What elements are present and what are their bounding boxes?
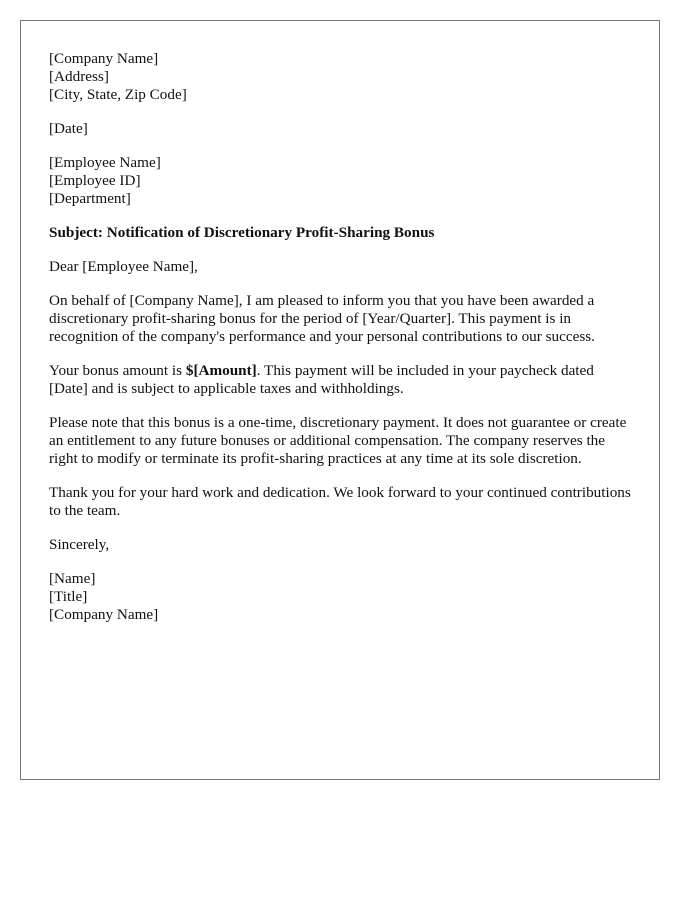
recipient-employee-name: [Employee Name] — [49, 154, 161, 171]
letter-date: [Date] — [49, 120, 88, 137]
paragraph-disclaimer: Please note that this bonus is a one-time, discretionary payment. It does not guarantee or create an entitlement to any future bonuses or additional compensation. The company reserves the right to modify or terminate its profit-sharing practices at any time at its sole discretion. — [49, 414, 627, 467]
signature-block — [49, 570, 631, 624]
letter-page — [20, 20, 660, 780]
closing: Sincerely, — [49, 536, 110, 553]
sender-company-name: [Company Name] — [49, 50, 159, 67]
signature-company-name: [Company Name] — [49, 606, 159, 623]
subject-line: Subject: Notification of Discretionary Profit-Sharing Bonus — [49, 224, 435, 241]
recipient-block — [49, 154, 631, 208]
paragraph-amount — [49, 362, 631, 398]
bonus-amount: $[Amount] — [185, 362, 257, 379]
paragraph-award: On behalf of [Company Name], I am pleased to inform you that you have been awarded a discretionary profit-sharing bonus for the period of [Year/Quarter]. This payment is in recognition of the company's performance and your personal contributions to our success. — [49, 292, 595, 345]
salutation: Dear [Employee Name], — [49, 258, 198, 275]
amount-suffix: . This payment will be included in your paycheck dated [Date] and is subject to applicable taxes and withholdings. — [49, 362, 594, 397]
amount-prefix: Your bonus amount is — [49, 362, 186, 379]
recipient-department: [Department] — [49, 190, 131, 207]
paragraph-thanks: Thank you for your hard work and dedication. We look forward to your continued contributions to the team. — [49, 484, 631, 519]
recipient-employee-id: [Employee ID] — [49, 172, 141, 189]
sender-address: [Address] — [49, 68, 109, 85]
sender-address-block — [49, 50, 631, 104]
signature-title: [Title] — [49, 588, 88, 605]
date-block — [49, 120, 631, 138]
signature-name: [Name] — [49, 570, 96, 587]
sender-city-state-zip: [City, State, Zip Code] — [49, 86, 187, 103]
